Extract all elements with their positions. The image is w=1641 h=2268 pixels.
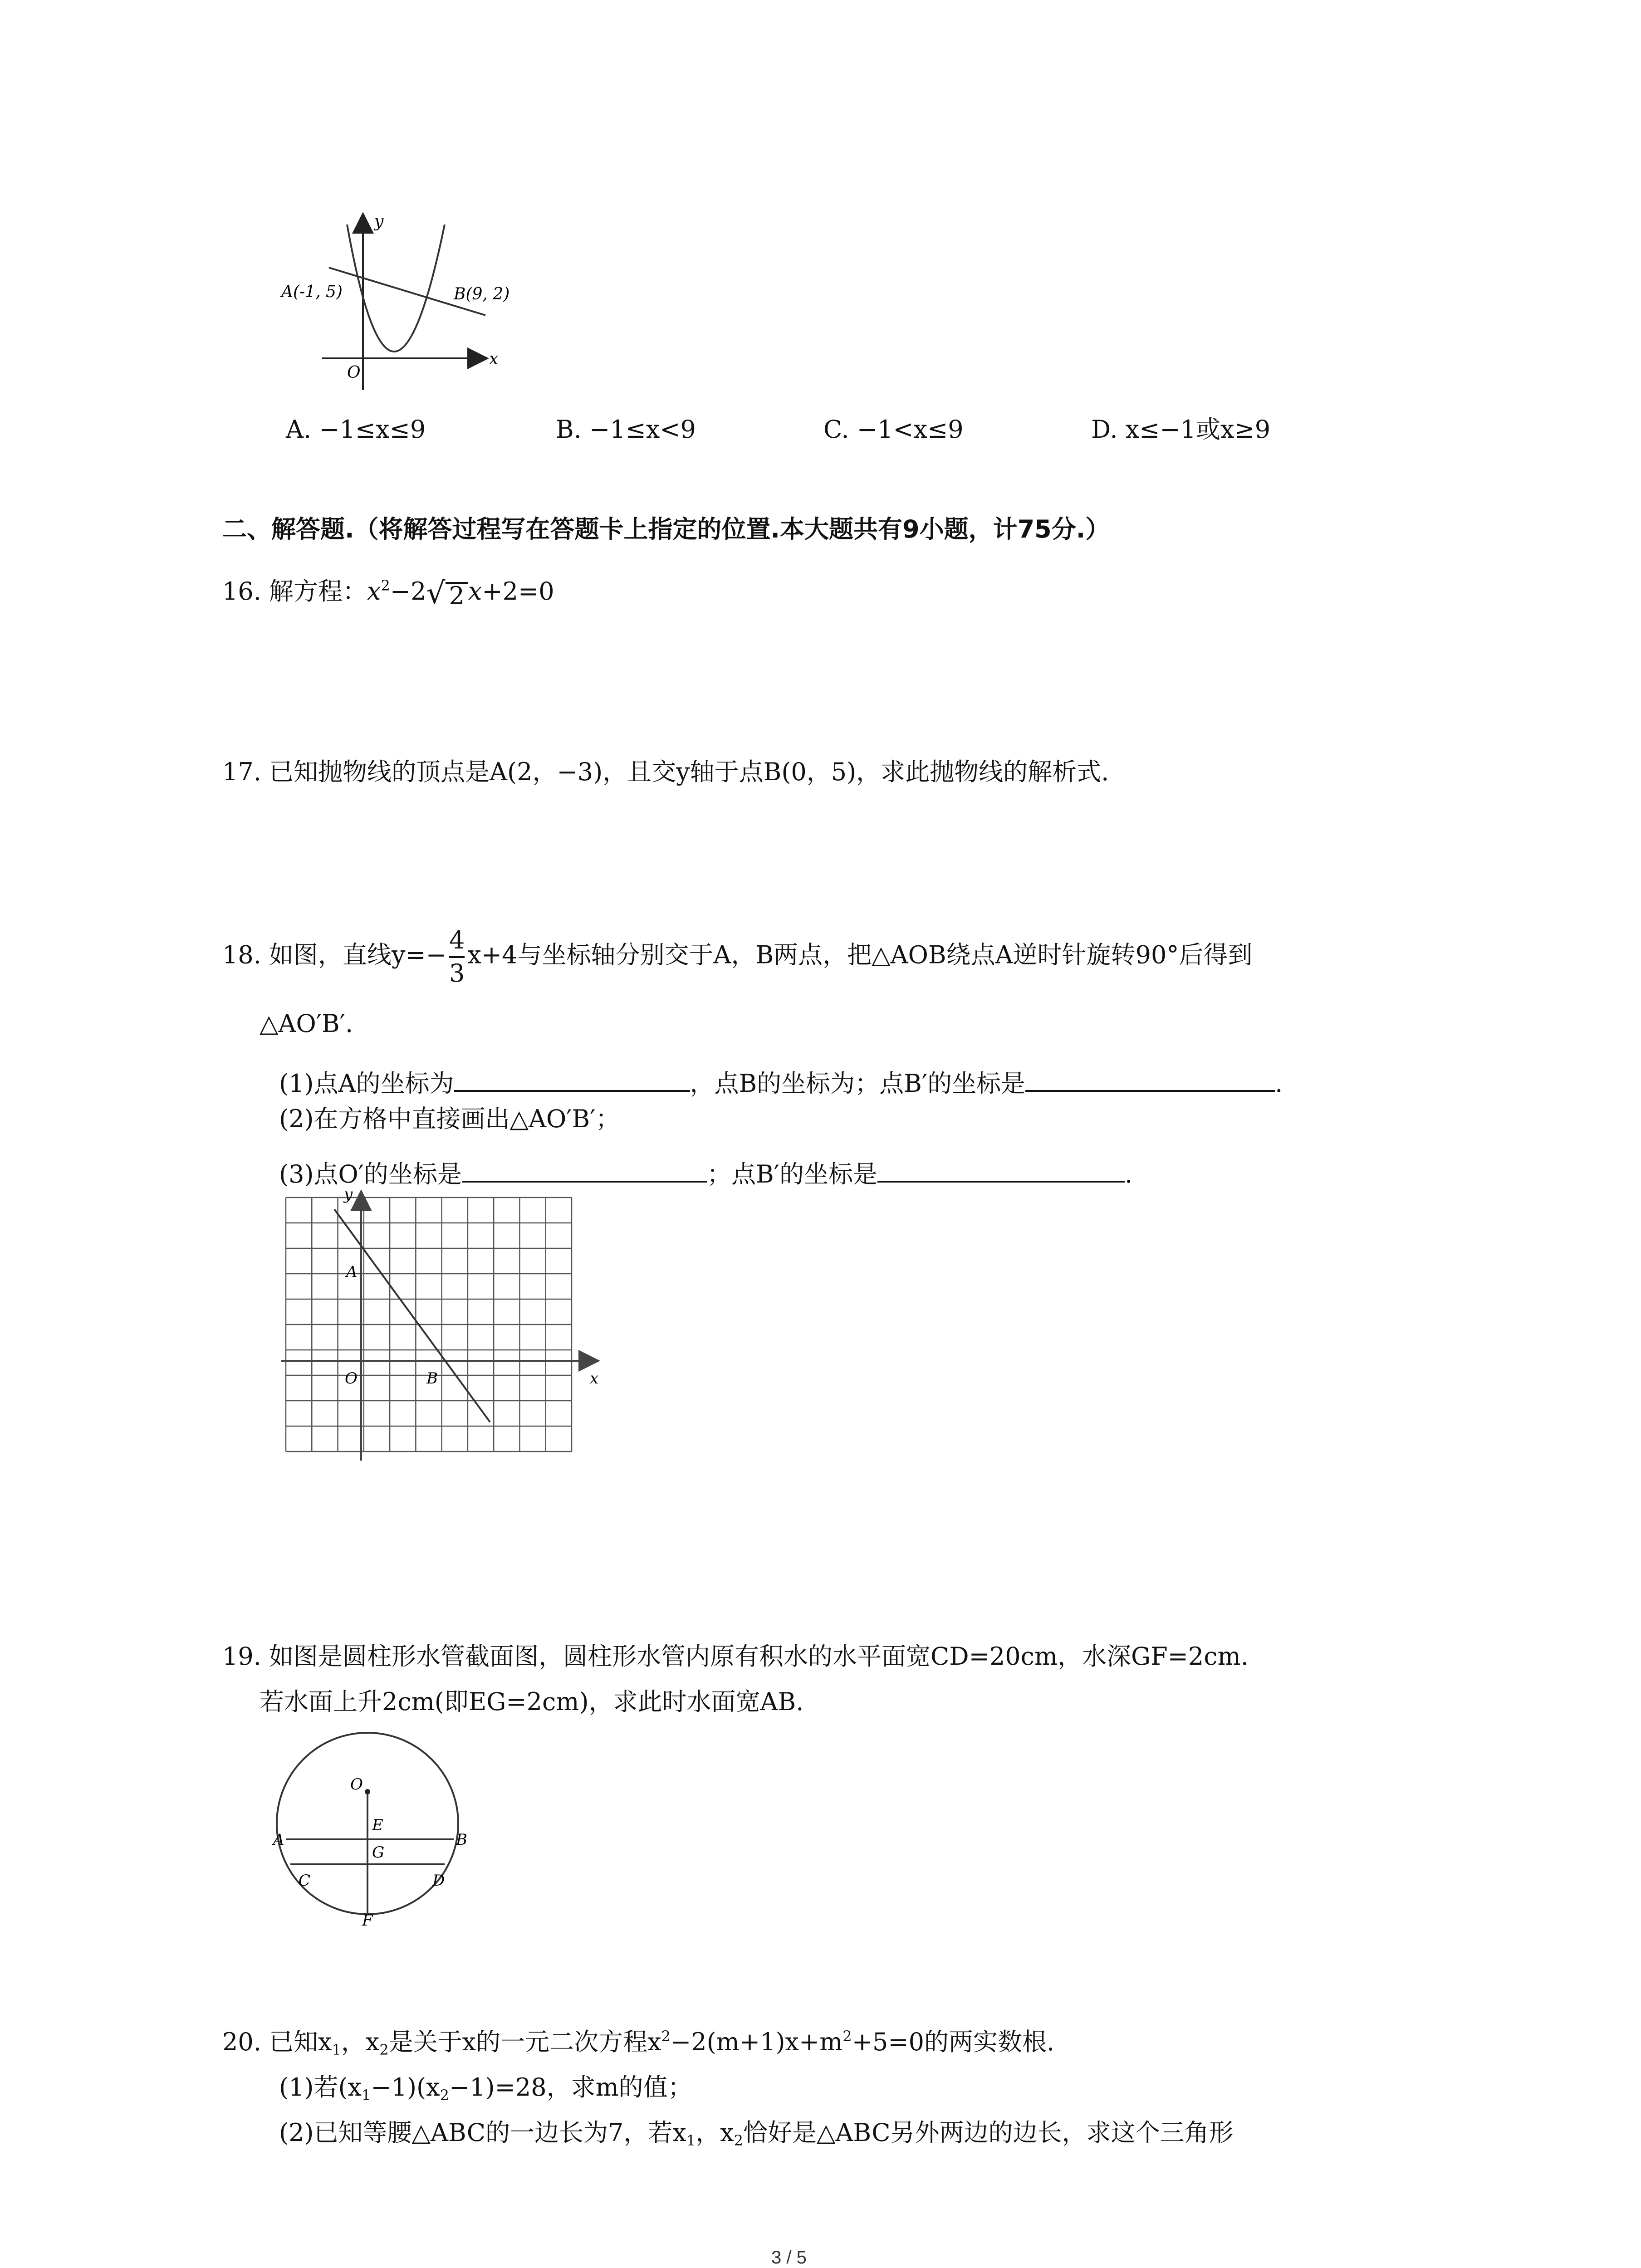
label-g: G xyxy=(372,1843,385,1862)
section-heading: 二、解答题.（将解答过程写在答题卡上指定的位置.本大题共有9小题，计75分.） xyxy=(222,515,1110,543)
q18-part1 xyxy=(279,1064,1283,1096)
fraction-numerator: 4 xyxy=(449,926,465,954)
q20-p1-sub2: 2 xyxy=(440,2087,449,2104)
sqrt-symbol: √ 2 xyxy=(426,578,468,608)
q19-line1: 19. 如图是圆柱形水管截面图，圆柱形水管内原有积水的水平面宽CD=20cm，水深GF=2cm. xyxy=(222,1642,1249,1671)
q18-p3-end: . xyxy=(1124,1160,1133,1188)
q18-line1 xyxy=(222,928,1252,986)
q20-sup1: 2 xyxy=(661,2028,671,2045)
label-o: O xyxy=(350,1775,363,1794)
label-e: E xyxy=(372,1816,383,1834)
grid-origin-label: O xyxy=(345,1369,358,1388)
q20-l1-e: +5=0的两实数根. xyxy=(852,2028,1055,2056)
q16 xyxy=(222,576,554,611)
q15-origin-label: O xyxy=(347,363,361,382)
answer-blank-b-prime[interactable] xyxy=(1025,1064,1275,1092)
q15-figure xyxy=(272,206,526,397)
option-a: A. −1≤x≤9 xyxy=(286,415,426,444)
q18-p3-a: (3)点O′的坐标是 xyxy=(279,1160,462,1188)
q20-sub2: 2 xyxy=(379,2041,389,2058)
label-d: D xyxy=(432,1872,445,1890)
q16-tail: +2=0 xyxy=(482,577,554,606)
q20-p2-sub1: 1 xyxy=(686,2132,696,2149)
q16-var: x xyxy=(367,577,381,606)
page-number: 3 / 5 xyxy=(771,2248,807,2268)
label-a: A xyxy=(273,1831,284,1849)
q16-radicand: 2 xyxy=(446,582,468,608)
answer-blank-a[interactable] xyxy=(454,1064,690,1092)
point-a-label: A(-1, 5) xyxy=(281,283,343,301)
option-b: B. −1≤x<9 xyxy=(556,415,696,444)
q17: 17. 已知抛物线的顶点是A(2，−3)，且交y轴于点B(0，5)，求此抛物线的解析式. xyxy=(222,758,1109,786)
grid-x-label: x xyxy=(590,1369,599,1388)
q18-prefix: 18. 如图，直线y=− xyxy=(222,940,447,969)
q19-line2: 若水面上升2cm(即EG=2cm)，求此时水面宽AB. xyxy=(260,1687,804,1716)
q18-part2: (2)在方格中直接画出△AO′B′； xyxy=(279,1105,620,1133)
q20-line1 xyxy=(222,2028,1055,2058)
q20-p2-a: (2)已知等腰△ABC的一边长为7，若x xyxy=(279,2118,686,2147)
q18-line2: △AO′B′. xyxy=(260,1009,353,1038)
q20-p2-sub2: 2 xyxy=(734,2132,744,2149)
q20-p1-a: (1)若(x xyxy=(279,2073,362,2102)
q20-p1-b: −1)(x xyxy=(371,2073,440,2102)
q18-part3 xyxy=(279,1154,1132,1187)
q20-p1-sub1: 1 xyxy=(362,2087,371,2104)
q20-l1-d: −2(m+1)x+m xyxy=(670,2028,843,2056)
option-c: C. −1<x≤9 xyxy=(823,415,964,444)
q20-part2 xyxy=(279,2118,1234,2149)
q19-circle-figure xyxy=(272,1730,499,1926)
q18-p3-b: ；点B′的坐标是 xyxy=(707,1160,877,1188)
q20-l1-b: ，x xyxy=(341,2028,380,2056)
q20-l1-c: 是关于x的一元二次方程x xyxy=(388,2028,661,2056)
q18-p1-b: ，点B的坐标为；点B′的坐标是 xyxy=(690,1069,1026,1098)
q20-sup2: 2 xyxy=(843,2028,852,2045)
label-b: B xyxy=(456,1831,467,1849)
grid-point-a-label: A xyxy=(346,1263,358,1281)
answer-blank-o-prime[interactable] xyxy=(462,1154,707,1183)
q16-prefix: 16. 解方程： xyxy=(222,577,367,606)
grid-y-label: y xyxy=(344,1185,353,1203)
q18-p1-a: (1)点A的坐标为 xyxy=(279,1069,454,1098)
fraction-denominator: 3 xyxy=(449,958,465,987)
q16-exponent: 2 xyxy=(381,577,390,594)
point-b-label: B(9, 2) xyxy=(454,285,510,303)
fraction xyxy=(449,928,465,986)
q18-suffix: x+4与坐标轴分别交于A，B两点，把△AOB绕点A逆时针旋转90°后得到 xyxy=(467,940,1253,969)
center-point xyxy=(365,1789,370,1794)
q20-sub1: 1 xyxy=(332,2041,341,2058)
q15-y-label: y xyxy=(374,212,384,231)
q20-p2-b: ，x xyxy=(696,2118,734,2147)
label-c: C xyxy=(299,1872,311,1890)
q16-var2: x xyxy=(468,577,482,606)
q20-p1-c: −1)=28，求m的值； xyxy=(449,2073,692,2102)
line-y-neg4-3x-plus4 xyxy=(334,1209,490,1422)
grid-point-b-label: B xyxy=(426,1369,438,1388)
q16-mid: −2 xyxy=(390,577,426,606)
label-f: F xyxy=(362,1911,373,1926)
q18-p1-end: . xyxy=(1275,1069,1283,1098)
q20-l1-a: 20. 已知x xyxy=(222,2028,332,2056)
q18-grid-figure xyxy=(272,1184,608,1465)
q20-p2-c: 恰好是△ABC另外两边的边长，求这个三角形 xyxy=(743,2118,1234,2147)
q15-x-label: x xyxy=(489,350,499,368)
q20-part1 xyxy=(279,2073,692,2104)
answer-blank-b-prime-2[interactable] xyxy=(877,1154,1125,1183)
option-d: D. x≤−1或x≥9 xyxy=(1091,415,1271,444)
